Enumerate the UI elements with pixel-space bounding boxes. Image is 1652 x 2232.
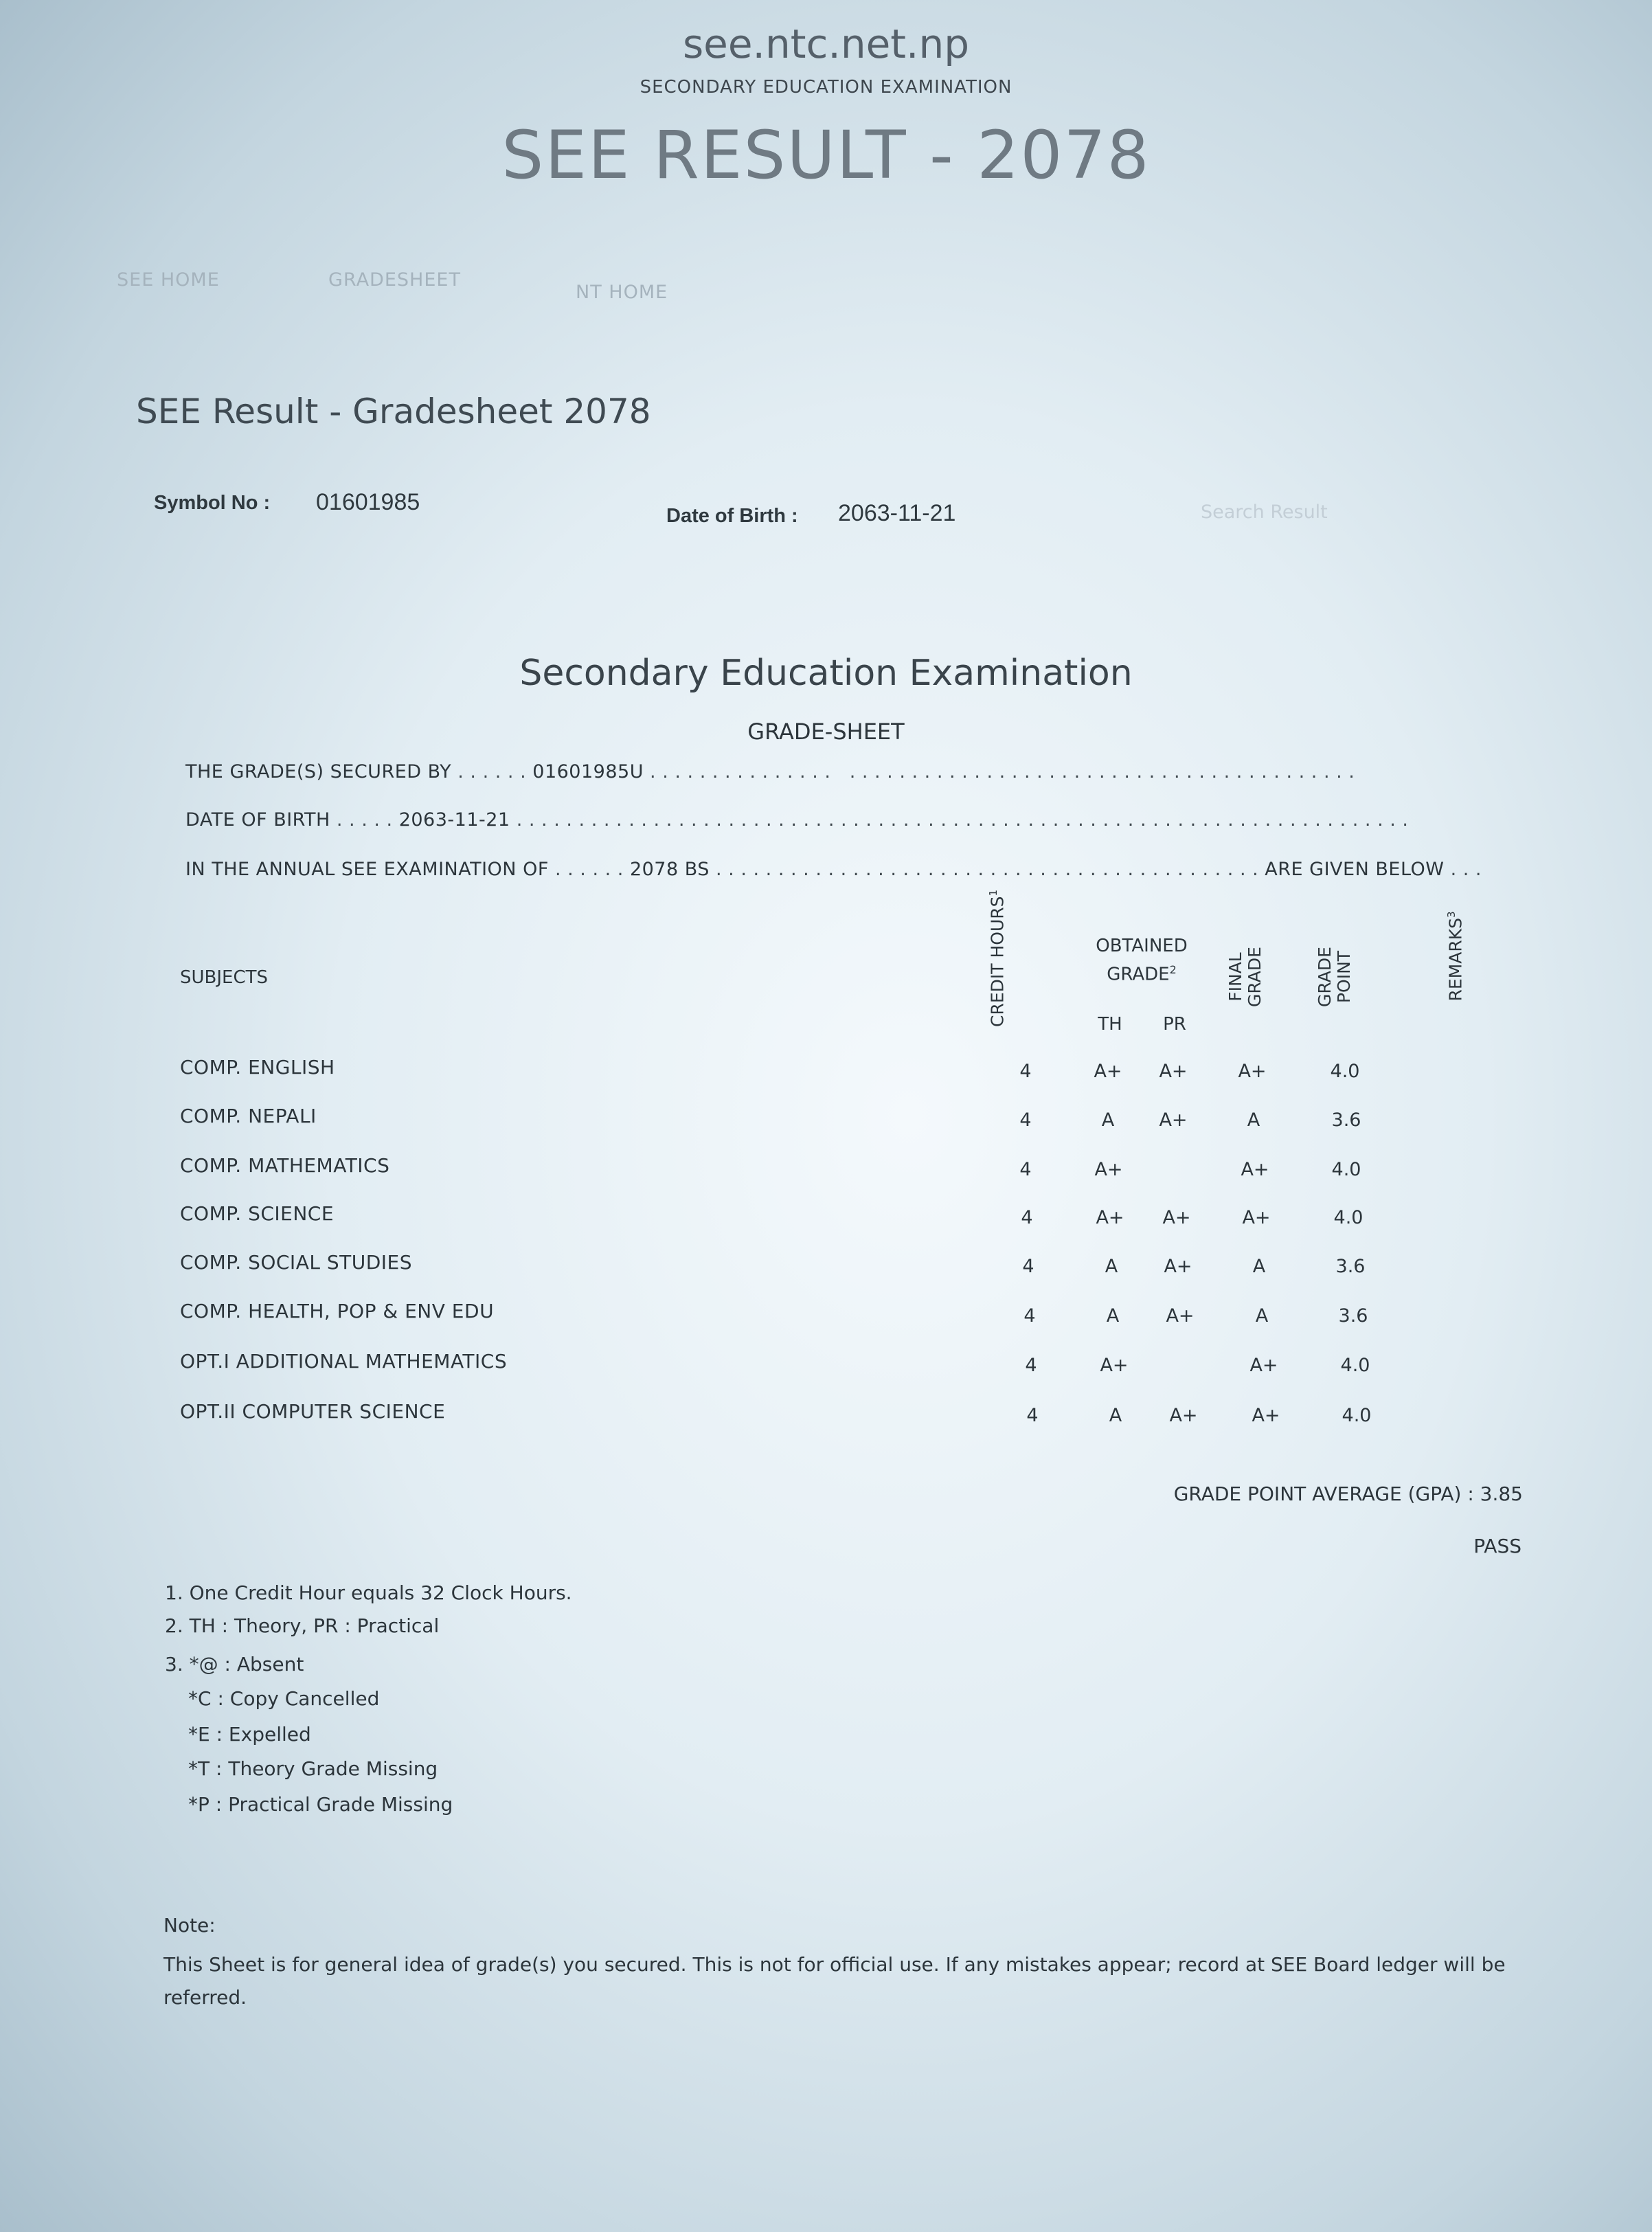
site-domain: see.ntc.net.np: [682, 21, 970, 67]
result-status: PASS: [1473, 1535, 1521, 1557]
footnote: 1. One Credit Hour equals 32 Clock Hours.: [165, 1581, 572, 1604]
table-row-final: A+: [1242, 1207, 1271, 1228]
header-credit-hours: CREDIT HOURS$^1$: [987, 889, 1008, 1027]
note-text: This Sheet is for general idea of grade(s) you secured. This is not for official use. If any mistakes appear; record at SEE Board ledger will be referred.: [163, 1953, 1506, 2009]
table-row-final: A+: [1238, 1061, 1267, 1082]
exam-line-end: ARE GIVEN BELOW: [1265, 859, 1445, 880]
note-label: Note:: [163, 1914, 216, 1937]
table-row-th: A+: [1094, 1061, 1122, 1082]
table-row-final: A+: [1252, 1405, 1280, 1426]
dob-line-value: 2063-11-21: [398, 809, 510, 831]
header-pr: PR: [1163, 1014, 1186, 1035]
table-row-th: A+: [1100, 1355, 1129, 1376]
search-result-button[interactable]: Search Result: [1201, 501, 1328, 523]
table-row-credit: 4: [1019, 1061, 1032, 1082]
footnote: *E : Expelled: [188, 1723, 311, 1746]
footnote: *P : Practical Grade Missing: [188, 1793, 453, 1816]
header-th: TH: [1098, 1014, 1122, 1035]
table-row-subject: COMP. SOCIAL STUDIES: [180, 1251, 413, 1274]
table-row-pr: A+: [1162, 1207, 1191, 1228]
dob-line: DATE OF BIRTH . . . . . 2063-11-21 . . . . . . . . . . . . . . . . . . . . . . . . . . . . . . . . . . . . . . . . . . . . . . . . . . . . . . . . . . . . . . . . . . . . . . . .: [185, 809, 1409, 831]
table-row-th: A: [1101, 1109, 1115, 1131]
table-row-th: A: [1109, 1405, 1122, 1426]
table-row-subject: COMP. SCIENCE: [180, 1202, 335, 1225]
table-row-subject: OPT.I ADDITIONAL MATHEMATICS: [180, 1350, 508, 1373]
dob-line-label: DATE OF BIRTH: [185, 809, 330, 831]
nav-see-home[interactable]: SEE HOME: [117, 269, 220, 291]
table-row-final: A+: [1249, 1355, 1278, 1376]
dob-label: Date of Birth :: [666, 505, 798, 527]
table-row-subject: OPT.II COMPUTER SCIENCE: [180, 1400, 446, 1423]
table-row-final: A: [1252, 1256, 1266, 1277]
nav-gradesheet[interactable]: GRADESHEET: [328, 269, 461, 291]
table-row-credit: 4: [1022, 1256, 1034, 1277]
table-row-credit: 4: [1025, 1355, 1037, 1376]
sheet-title: Secondary Education Examination: [519, 653, 1133, 694]
table-row-credit: 4: [1019, 1159, 1032, 1180]
footnote: *T : Theory Grade Missing: [188, 1757, 438, 1780]
dob-input[interactable]: 2063-11-21: [838, 500, 956, 526]
header-subjects: SUBJECTS: [180, 967, 269, 988]
gpa-label: GRADE POINT AVERAGE (GPA) :: [1173, 1483, 1474, 1505]
table-row-pr: A+: [1166, 1305, 1195, 1327]
table-row-point: 4.0: [1331, 1159, 1361, 1180]
table-row-credit: 4: [1019, 1109, 1032, 1131]
table-row-credit: 4: [1023, 1305, 1036, 1327]
footnote: *C : Copy Cancelled: [188, 1687, 380, 1710]
table-row-subject: COMP. HEALTH, POP & ENV EDU: [180, 1300, 495, 1322]
secured-by-value: 01601985U: [532, 761, 644, 782]
table-row-point: 4.0: [1330, 1061, 1360, 1082]
result-title: SEE RESULT - 2078: [501, 117, 1151, 194]
table-row-credit: 4: [1021, 1207, 1033, 1228]
table-row-th: A+: [1094, 1159, 1123, 1180]
table-row-point: 4.0: [1333, 1207, 1364, 1228]
table-row-th: A+: [1096, 1207, 1124, 1228]
symbol-input[interactable]: 01601985: [316, 489, 420, 515]
table-row-point: 3.6: [1335, 1256, 1366, 1277]
table-row-final: A: [1255, 1305, 1269, 1327]
sheet-subtitle: GRADE-SHEET: [747, 719, 905, 745]
exam-line-value: 2078 BS: [629, 859, 710, 880]
table-row-point: 3.6: [1338, 1305, 1368, 1327]
table-row-credit: 4: [1026, 1405, 1039, 1426]
nav-nt-home[interactable]: NT HOME: [576, 282, 668, 303]
header-remarks: REMARKS$^3$: [1445, 911, 1466, 1002]
exam-line: IN THE ANNUAL SEE EXAMINATION OF . . . . . . 2078 BS . . . . . . . . . . . . . . . . . . . . . . . . . . . . . . . . . . . . . . . . . . . . ARE GIVEN BELOW . . .: [185, 859, 1482, 880]
symbol-label: Symbol No :: [154, 492, 271, 514]
table-row-final: A+: [1241, 1159, 1269, 1180]
gpa-line: [1174, 1483, 1523, 1505]
secured-by-line: THE GRADE(S) SECURED BY . . . . . . 01601985U . . . . . . . . . . . . . . . . . . . . . . . . . . . . . . . . . . . . . . . . . . . . . . . . . . . . . . . .: [185, 761, 1355, 782]
table-row-subject: COMP. NEPALI: [180, 1105, 317, 1127]
gradesheet-heading: SEE Result - Gradesheet 2078: [136, 392, 651, 431]
table-row-pr: A+: [1159, 1109, 1188, 1131]
table-row-pr: A+: [1164, 1256, 1192, 1277]
secured-by-label: THE GRADE(S) SECURED BY: [185, 761, 452, 782]
table-row-pr: A+: [1169, 1405, 1198, 1426]
footnote: 3. *@ : Absent: [165, 1653, 304, 1676]
footnote: 2. TH : Theory, PR : Practical: [165, 1614, 440, 1637]
exam-name: SECONDARY EDUCATION EXAMINATION: [640, 77, 1012, 98]
table-row-subject: COMP. MATHEMATICS: [180, 1154, 390, 1177]
table-row-pr: A+: [1159, 1061, 1188, 1082]
header-grade-point: GRADE POINT: [1315, 947, 1354, 1007]
table-row-point: 4.0: [1342, 1405, 1372, 1426]
table-row-final: A: [1247, 1109, 1260, 1131]
header-grade: GRADE$^2$: [1107, 963, 1177, 985]
header-obtained: OBTAINED: [1096, 936, 1188, 956]
table-row-th: A: [1106, 1305, 1120, 1327]
gpa-value: 3.85: [1480, 1483, 1523, 1505]
table-row-th: A: [1105, 1256, 1118, 1277]
header-final-grade: FINAL GRADE: [1225, 947, 1265, 1007]
exam-line-label: IN THE ANNUAL SEE EXAMINATION OF: [185, 859, 549, 880]
table-row-point: 4.0: [1340, 1355, 1370, 1376]
table-row-point: 3.6: [1331, 1109, 1361, 1131]
table-row-subject: COMP. ENGLISH: [180, 1056, 335, 1079]
